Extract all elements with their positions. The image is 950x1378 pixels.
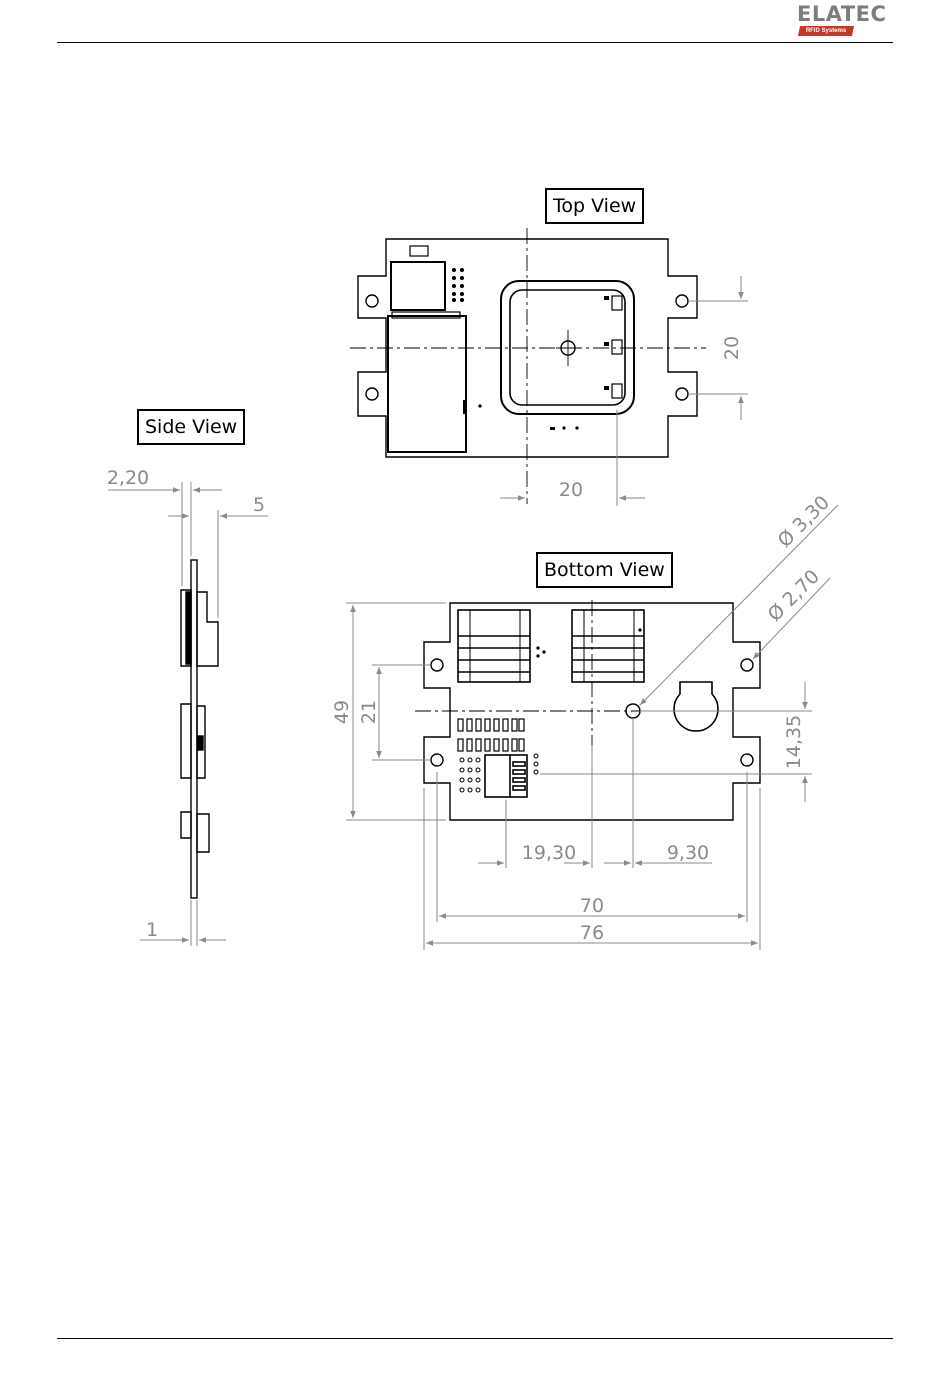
top-mount-hole: [676, 295, 688, 307]
bottom-dim-offset-right: 14,35: [783, 714, 805, 770]
top-dim-horizontal: 20: [558, 479, 584, 501]
top-view-drawing: [350, 228, 748, 506]
top-connector-large: [388, 316, 466, 452]
top-view-label: Top View: [545, 188, 644, 224]
bottom-dim-height-total: 49: [331, 699, 353, 725]
bottom-dim-diameter-large: Ø 3,30: [773, 491, 834, 552]
side-board: [191, 560, 197, 898]
bottom-dim-height-holes: 21: [358, 699, 380, 725]
bottom-battery-holder: [674, 682, 718, 731]
bottom-dim-offset-19: 19,30: [521, 842, 577, 864]
bottom-small-connector: [485, 755, 527, 797]
bottom-mount-hole: [431, 659, 443, 671]
bottom-sam-socket-left: [458, 610, 530, 682]
top-mount-hole: [676, 388, 688, 400]
logo-wordmark: ELATEC: [797, 2, 887, 26]
logo-tagline: RFID Systems: [805, 28, 847, 34]
bottom-mount-hole: [431, 754, 443, 766]
bottom-dim-width-76: 76: [579, 922, 605, 944]
bottom-dim-diameter-small: Ø 2,70: [763, 565, 824, 626]
bottom-connector-pads: [458, 719, 524, 751]
bottom-dim-width-70: 70: [579, 895, 605, 917]
side-dim-bottom: 1: [145, 919, 159, 941]
bottom-mount-hole: [741, 754, 753, 766]
side-dim-depth: 5: [252, 494, 266, 516]
bottom-mount-hole: [741, 659, 753, 671]
top-mount-hole: [366, 295, 378, 307]
bottom-sam-socket-right: [572, 610, 644, 682]
bottom-dim-offset-9: 9,30: [666, 842, 710, 864]
bottom-view-label: Bottom View: [536, 552, 673, 588]
top-antenna-coil-outer: [501, 281, 634, 414]
side-view-label: Side View: [137, 409, 245, 445]
side-view-drawing: [108, 482, 268, 946]
top-connector-small: [391, 262, 445, 310]
top-mount-hole: [366, 388, 378, 400]
top-dim-vertical: 20: [721, 335, 743, 361]
side-dim-thickness: 2,20: [106, 467, 150, 489]
